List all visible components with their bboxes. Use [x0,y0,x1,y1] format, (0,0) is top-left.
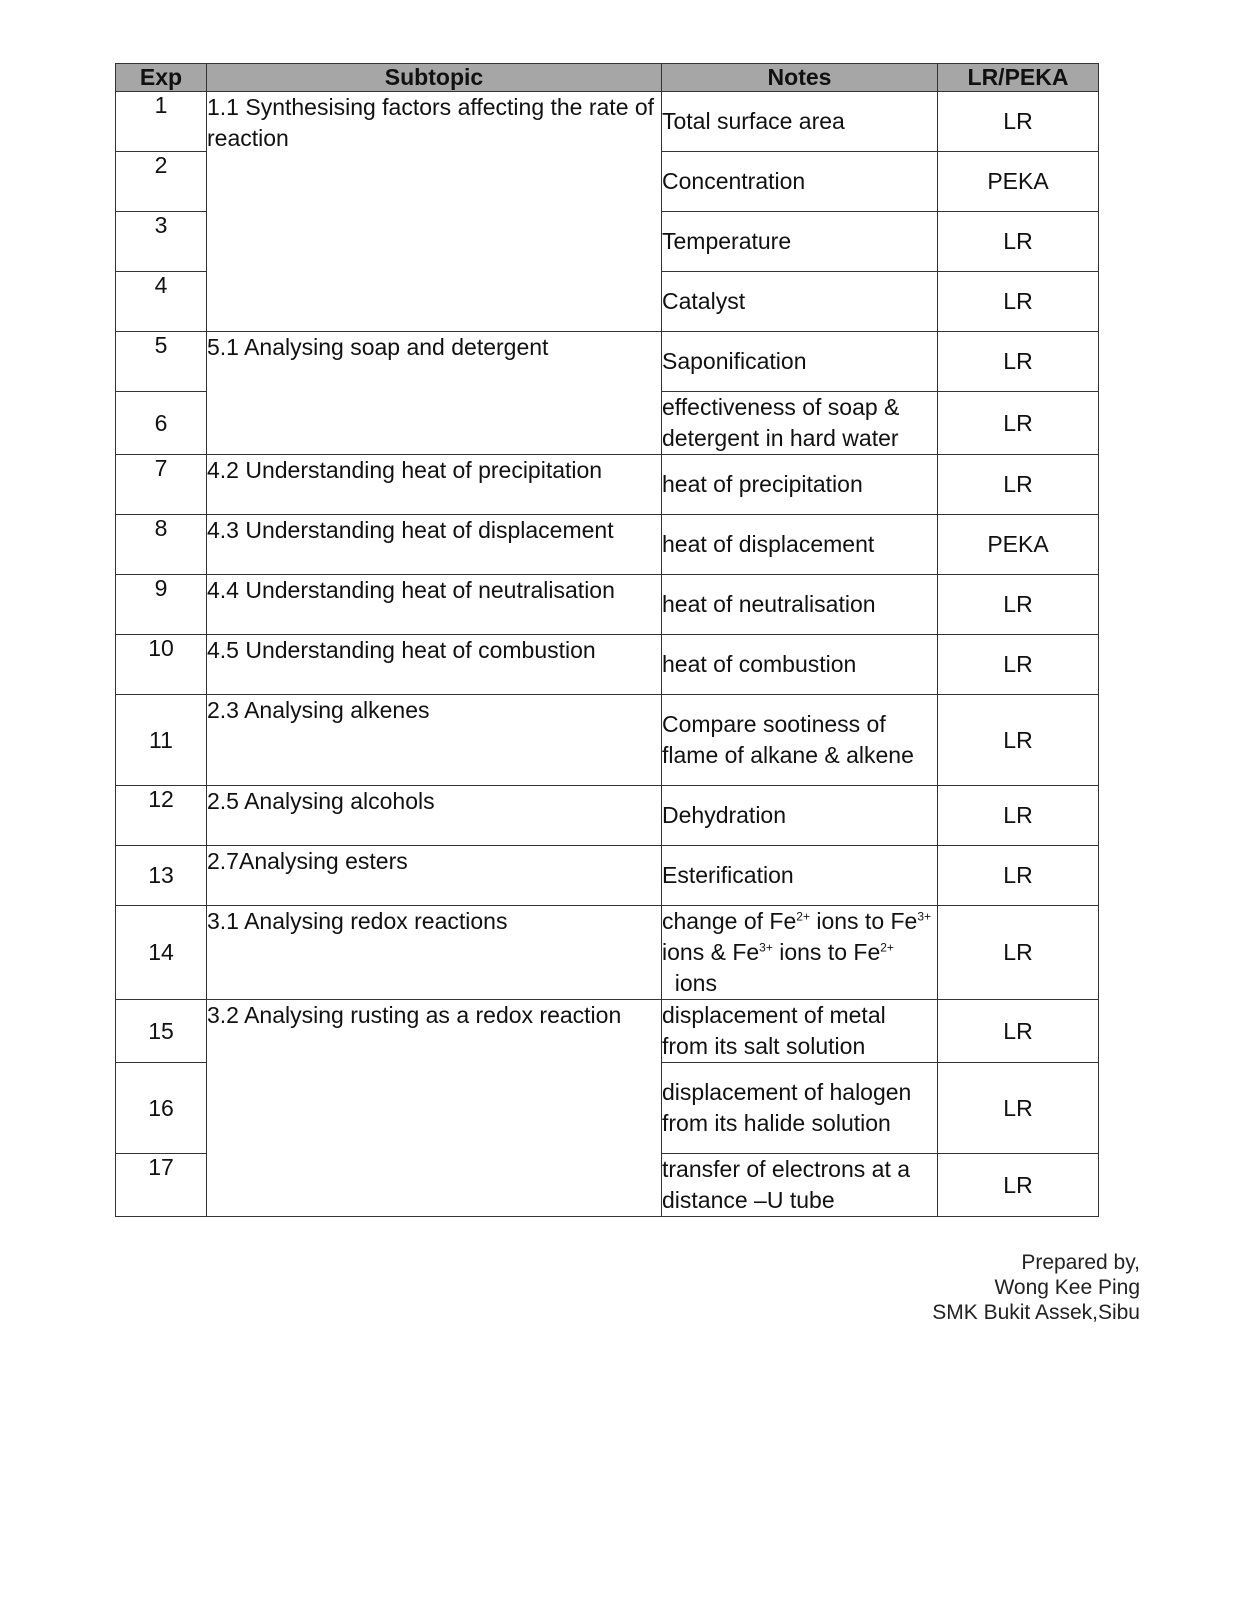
lr-peka-cell: LR [938,272,1099,332]
header-notes: Notes [662,64,938,92]
subtopic-cell: 3.1 Analysing redox reactions [207,906,662,1000]
lr-peka-cell: LR [938,1063,1099,1154]
notes-cell: heat of combustion [662,635,938,695]
subtopic-cell: 4.3 Understanding heat of displacement [207,515,662,575]
notes-cell: heat of precipitation [662,455,938,515]
exp-number: 17 [116,1154,207,1217]
notes-cell: Saponification [662,332,938,392]
exp-number: 1 [116,92,207,152]
exp-number: 13 [116,846,207,906]
lr-peka-cell: LR [938,455,1099,515]
subtopic-cell: 4.5 Understanding heat of combustion [207,635,662,695]
subtopic-cell: 5.1 Analysing soap and detergent [207,332,662,455]
exp-number: 10 [116,635,207,695]
exp-number: 2 [116,152,207,212]
lr-peka-cell: LR [938,212,1099,272]
exp-number: 4 [116,272,207,332]
lr-peka-cell: LR [938,786,1099,846]
experiment-table [115,63,1099,1217]
header-exp: Exp [116,64,207,92]
notes-cell: heat of neutralisation [662,575,938,635]
table-header-row [116,64,1099,92]
school-name: SMK Bukit Assek,Sibu [932,1301,1140,1324]
notes-cell: Dehydration [662,786,938,846]
notes-cell: heat of displacement [662,515,938,575]
exp-number: 6 [116,392,207,455]
table-row [116,786,1099,846]
subtopic-cell: 2.3 Analysing alkenes [207,695,662,786]
lr-peka-cell: LR [938,92,1099,152]
exp-number: 5 [116,332,207,392]
notes-cell: Total surface area [662,92,938,152]
prepared-by-label: Prepared by, [1021,1251,1140,1274]
table-row [116,332,1099,392]
lr-peka-cell: LR [938,906,1099,1000]
notes-cell: effectiveness of soap & detergent in hard water [662,392,938,455]
prepared-by-block [932,1250,1140,1325]
table-row [116,455,1099,515]
subtopic-cell: 3.2 Analysing rusting as a redox reaction [207,1000,662,1217]
table-row [116,635,1099,695]
lr-peka-cell: PEKA [938,515,1099,575]
exp-number: 7 [116,455,207,515]
notes-cell: displacement of metal from its salt solution [662,1000,938,1063]
table-row [116,515,1099,575]
lr-peka-cell: LR [938,1154,1099,1217]
table-row [116,695,1099,786]
notes-cell: Concentration [662,152,938,212]
header-subtopic: Subtopic [207,64,662,92]
exp-number: 15 [116,1000,207,1063]
table-row [116,92,1099,152]
exp-number: 3 [116,212,207,272]
lr-peka-cell: LR [938,695,1099,786]
table-row [116,906,1099,1000]
subtopic-cell: 1.1 Synthesising factors affecting the rate of reaction [207,92,662,332]
table-row [116,846,1099,906]
lr-peka-cell: PEKA [938,152,1099,212]
author-name: Wong Kee Ping [994,1276,1140,1299]
lr-peka-cell: LR [938,635,1099,695]
subtopic-cell: 2.7Analysing esters [207,846,662,906]
lr-peka-cell: LR [938,332,1099,392]
subtopic-cell: 2.5 Analysing alcohols [207,786,662,846]
notes-cell: Compare sootiness of flame of alkane & alkene [662,695,938,786]
lr-peka-cell: LR [938,392,1099,455]
notes-cell: Catalyst [662,272,938,332]
header-lr-peka: LR/PEKA [938,64,1099,92]
exp-number: 12 [116,786,207,846]
notes-cell: Esterification [662,846,938,906]
table-row [116,1000,1099,1063]
notes-cell: change of $Fe^{2+}$ ions to $Fe^{3+}$ ions & $Fe^{3+}$ ions to $Fe^{2+}$ ions [662,906,938,1000]
lr-peka-cell: LR [938,846,1099,906]
exp-number: 11 [116,695,207,786]
table-row [116,575,1099,635]
subtopic-cell: 4.4 Understanding heat of neutralisation [207,575,662,635]
lr-peka-cell: LR [938,1000,1099,1063]
exp-number: 8 [116,515,207,575]
lr-peka-cell: LR [938,575,1099,635]
subtopic-cell: 4.2 Understanding heat of precipitation [207,455,662,515]
notes-cell: Temperature [662,212,938,272]
exp-number: 9 [116,575,207,635]
exp-number: 14 [116,906,207,1000]
exp-number: 16 [116,1063,207,1154]
notes-cell: transfer of electrons at a distance –U tube [662,1154,938,1217]
notes-cell: displacement of halogen from its halide solution [662,1063,938,1154]
